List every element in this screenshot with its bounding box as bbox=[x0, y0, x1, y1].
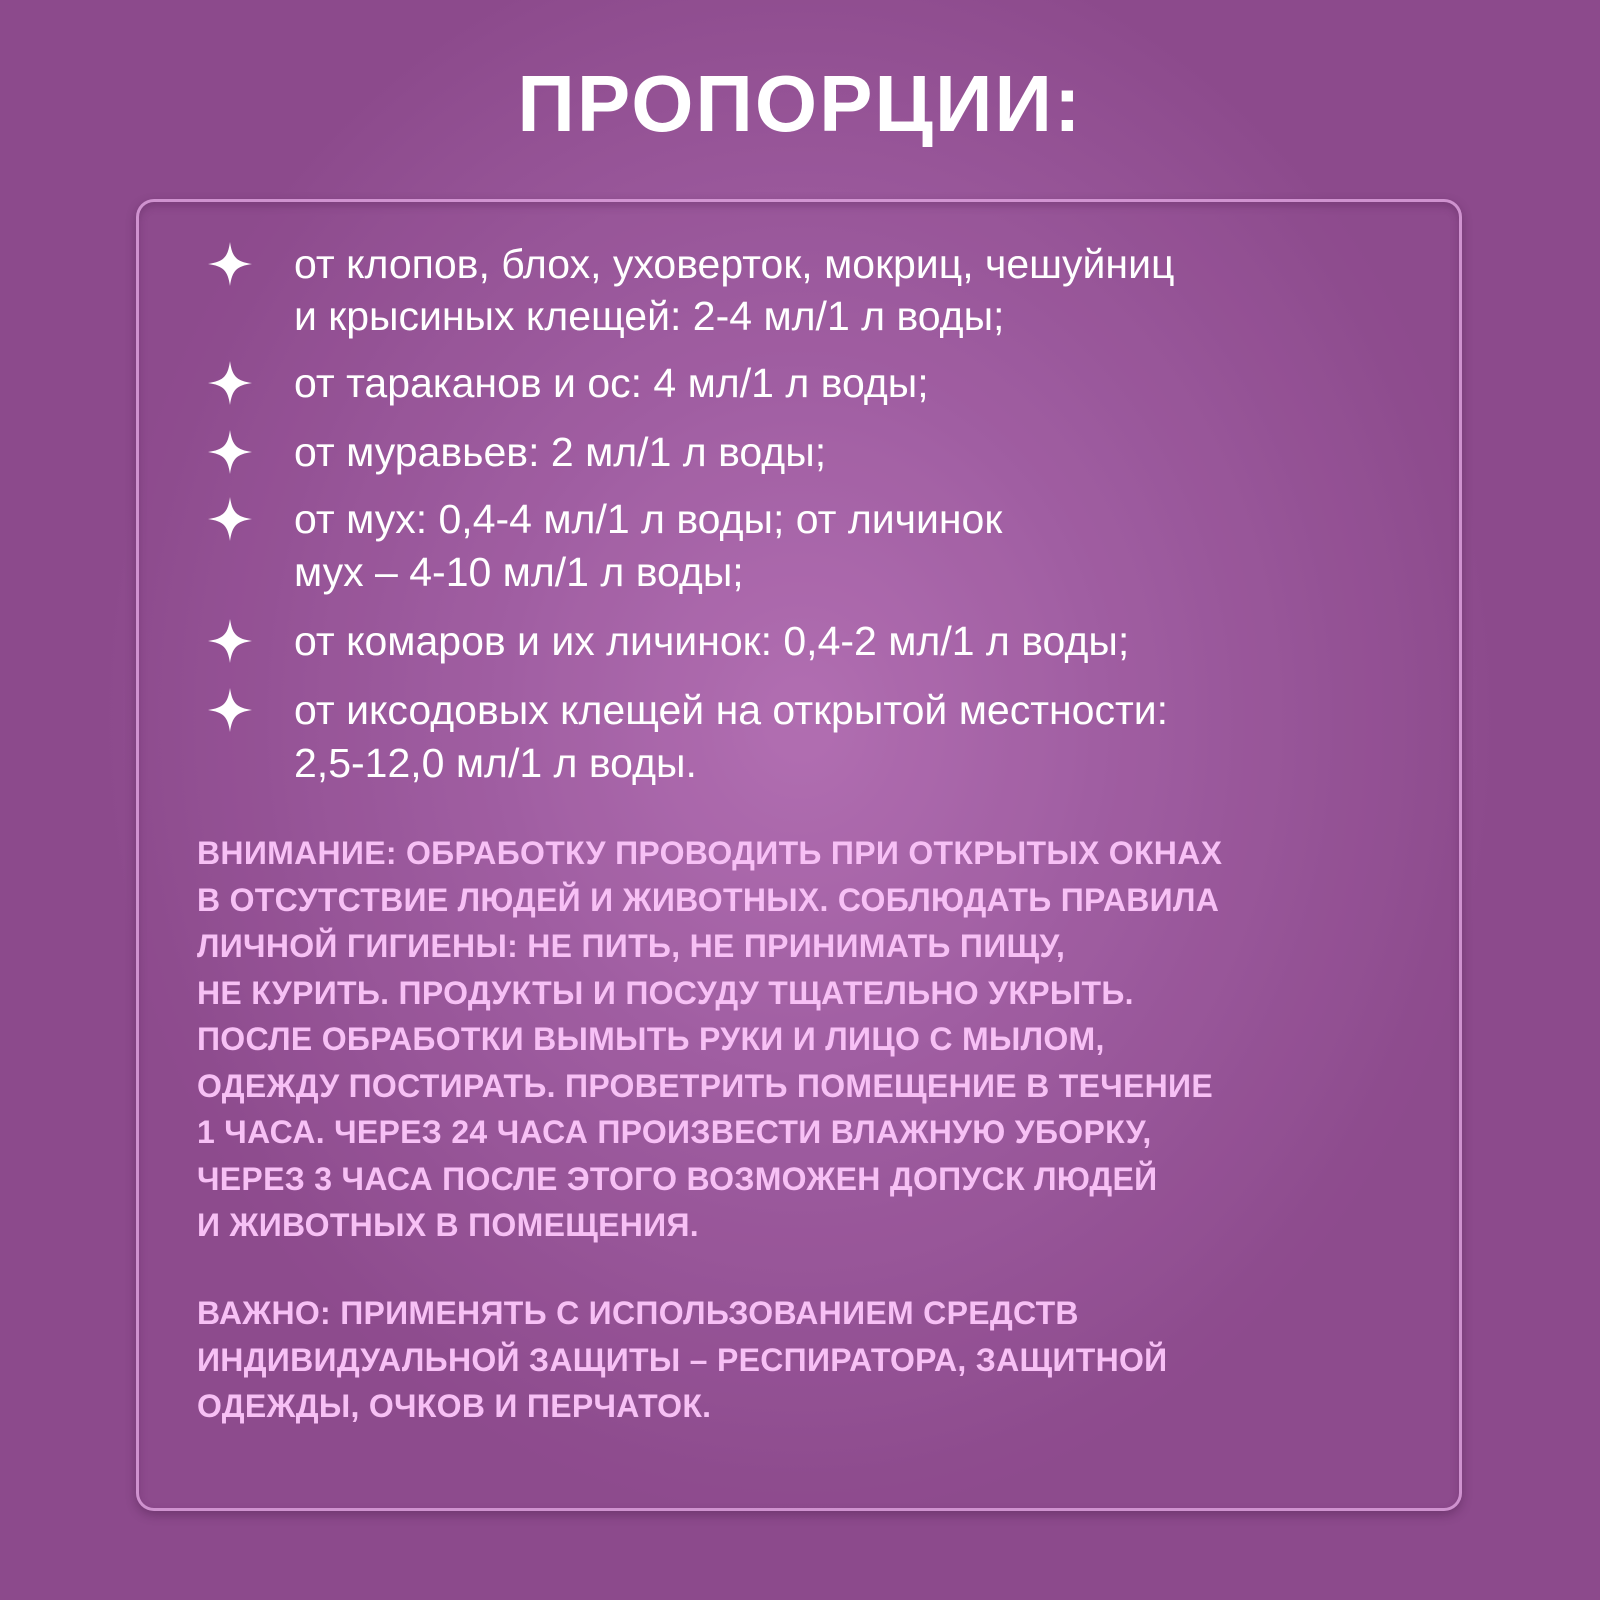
list-item-line: от тараканов и ос: 4 мл/1 л воды; bbox=[294, 360, 929, 406]
list-item-line: от клопов, блох, уховерток, мокриц, чешуйниц bbox=[294, 241, 1175, 287]
page-title: ПРОПОРЦИИ: bbox=[517, 59, 1083, 148]
sparkle-icon bbox=[208, 430, 252, 474]
list-item-line: от муравьев: 2 мл/1 л воды; bbox=[294, 429, 827, 475]
warning-text-line: ЧЕРЕЗ 3 ЧАСА ПОСЛЕ ЭТОГО ВОЗМОЖЕН ДОПУСК ЛЮДЕЙ bbox=[197, 1160, 1158, 1197]
warning-text-line: ПОСЛЕ ОБРАБОТКИ ВЫМЫТЬ РУКИ И ЛИЦО С МЫЛОМ, bbox=[197, 1021, 1105, 1057]
warning-text-line: ВНИМАНИЕ: ОБРАБОТКУ ПРОВОДИТЬ ПРИ ОТКРЫТЫХ ОКНАХ bbox=[197, 835, 1223, 871]
warning-text-line: ЛИЧНОЙ ГИГИЕНЫ: НЕ ПИТЬ, НЕ ПРИНИМАТЬ ПИЩУ, bbox=[197, 928, 1066, 964]
sparkle-icon bbox=[208, 619, 252, 663]
warning-text-line: НЕ КУРИТЬ. ПРОДУКТЫ И ПОСУДУ ТЩАТЕЛЬНО УКРЫТЬ. bbox=[197, 974, 1134, 1011]
sparkle-icon bbox=[208, 242, 252, 286]
list-item-line: от комаров и их личинок: 0,4-2 мл/1 л воды; bbox=[294, 618, 1130, 664]
sparkle-icon bbox=[208, 361, 252, 405]
warning-text-line: В ОТСУТСТВИЕ ЛЮДЕЙ И ЖИВОТНЫХ. СОБЛЮДАТЬ ПРАВИЛА bbox=[197, 881, 1220, 918]
warning-text-line: 1 ЧАСА. ЧЕРЕЗ 24 ЧАСА ПРОИЗВЕСТИ ВЛАЖНУЮ УБОРКУ, bbox=[197, 1114, 1152, 1150]
warning-text-line: ОДЕЖДУ ПОСТИРАТЬ. ПРОВЕТРИТЬ ПОМЕЩЕНИЕ В ТЕЧЕНИЕ bbox=[197, 1067, 1213, 1104]
important-text-line: ИНДИВИДУАЛЬНОЙ ЗАЩИТЫ – РЕСПИРАТОРА, ЗАЩИТНОЙ bbox=[197, 1341, 1168, 1378]
important-text-line: ОДЕЖДЫ, ОЧКОВ И ПЕРЧАТОК. bbox=[197, 1388, 712, 1424]
important-text-line: ВАЖНО: ПРИМЕНЯТЬ С ИСПОЛЬЗОВАНИЕМ СРЕДСТВ bbox=[197, 1295, 1079, 1331]
sparkle-icon bbox=[208, 497, 252, 541]
sparkle-icon bbox=[208, 688, 252, 732]
list-item-line: мух – 4-10 мл/1 л воды; bbox=[294, 549, 744, 595]
list-item-line: и крысиных клещей: 2-4 мл/1 л воды; bbox=[294, 293, 1005, 339]
list-item-line: 2,5-12,0 мл/1 л воды. bbox=[294, 740, 697, 786]
list-item-line: от мух: 0,4-4 мл/1 л воды; от личинок bbox=[294, 496, 1003, 542]
warning-text-line: И ЖИВОТНЫХ В ПОМЕЩЕНИЯ. bbox=[197, 1207, 699, 1243]
list-item-line: от иксодовых клещей на открытой местности: bbox=[294, 687, 1169, 733]
